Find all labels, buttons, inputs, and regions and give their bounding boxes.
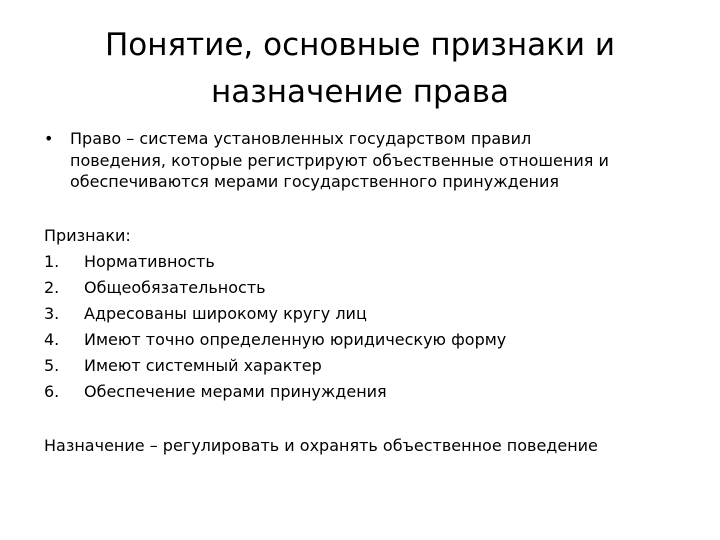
definition-line-1: Право – система установленных государством правил (70, 129, 532, 148)
feature-text: Обеспечение мерами принуждения (84, 382, 387, 401)
slide-title (60, 22, 660, 116)
purpose-statement: Назначение – регулировать и охранять объественное поведение (44, 436, 598, 455)
feature-text: Имеют точно определенную юридическую форму (84, 330, 507, 349)
feature-item (44, 301, 684, 327)
feature-text: Нормативность (84, 252, 215, 271)
feature-item (44, 353, 684, 379)
slide-title-line-1: Понятие, основные признаки и (104, 27, 616, 63)
feature-text: Адресованы широкому кругу лиц (84, 304, 367, 323)
feature-item (44, 327, 684, 353)
feature-number: 2. (44, 278, 60, 297)
feature-item (44, 379, 684, 405)
bullet-icon: • (44, 129, 54, 148)
feature-number: 1. (44, 252, 60, 271)
feature-number: 5. (44, 356, 60, 375)
feature-text: Общеобязательность (84, 278, 266, 297)
definition-text (70, 128, 690, 193)
definition-line-2: поведения, которые регистрируют объественные отношения и (70, 150, 609, 170)
definition-line-3: обеспечиваются мерами государственного принуждения (70, 172, 560, 191)
slide-title-line-2: назначение права (211, 74, 509, 110)
feature-text: Имеют системный характер (84, 356, 322, 375)
feature-item (44, 275, 684, 301)
feature-number: 3. (44, 304, 60, 323)
feature-item (44, 249, 684, 275)
feature-number: 6. (44, 382, 60, 401)
feature-number: 4. (44, 330, 60, 349)
features-list (44, 223, 684, 405)
features-heading: Признаки: (44, 226, 131, 245)
